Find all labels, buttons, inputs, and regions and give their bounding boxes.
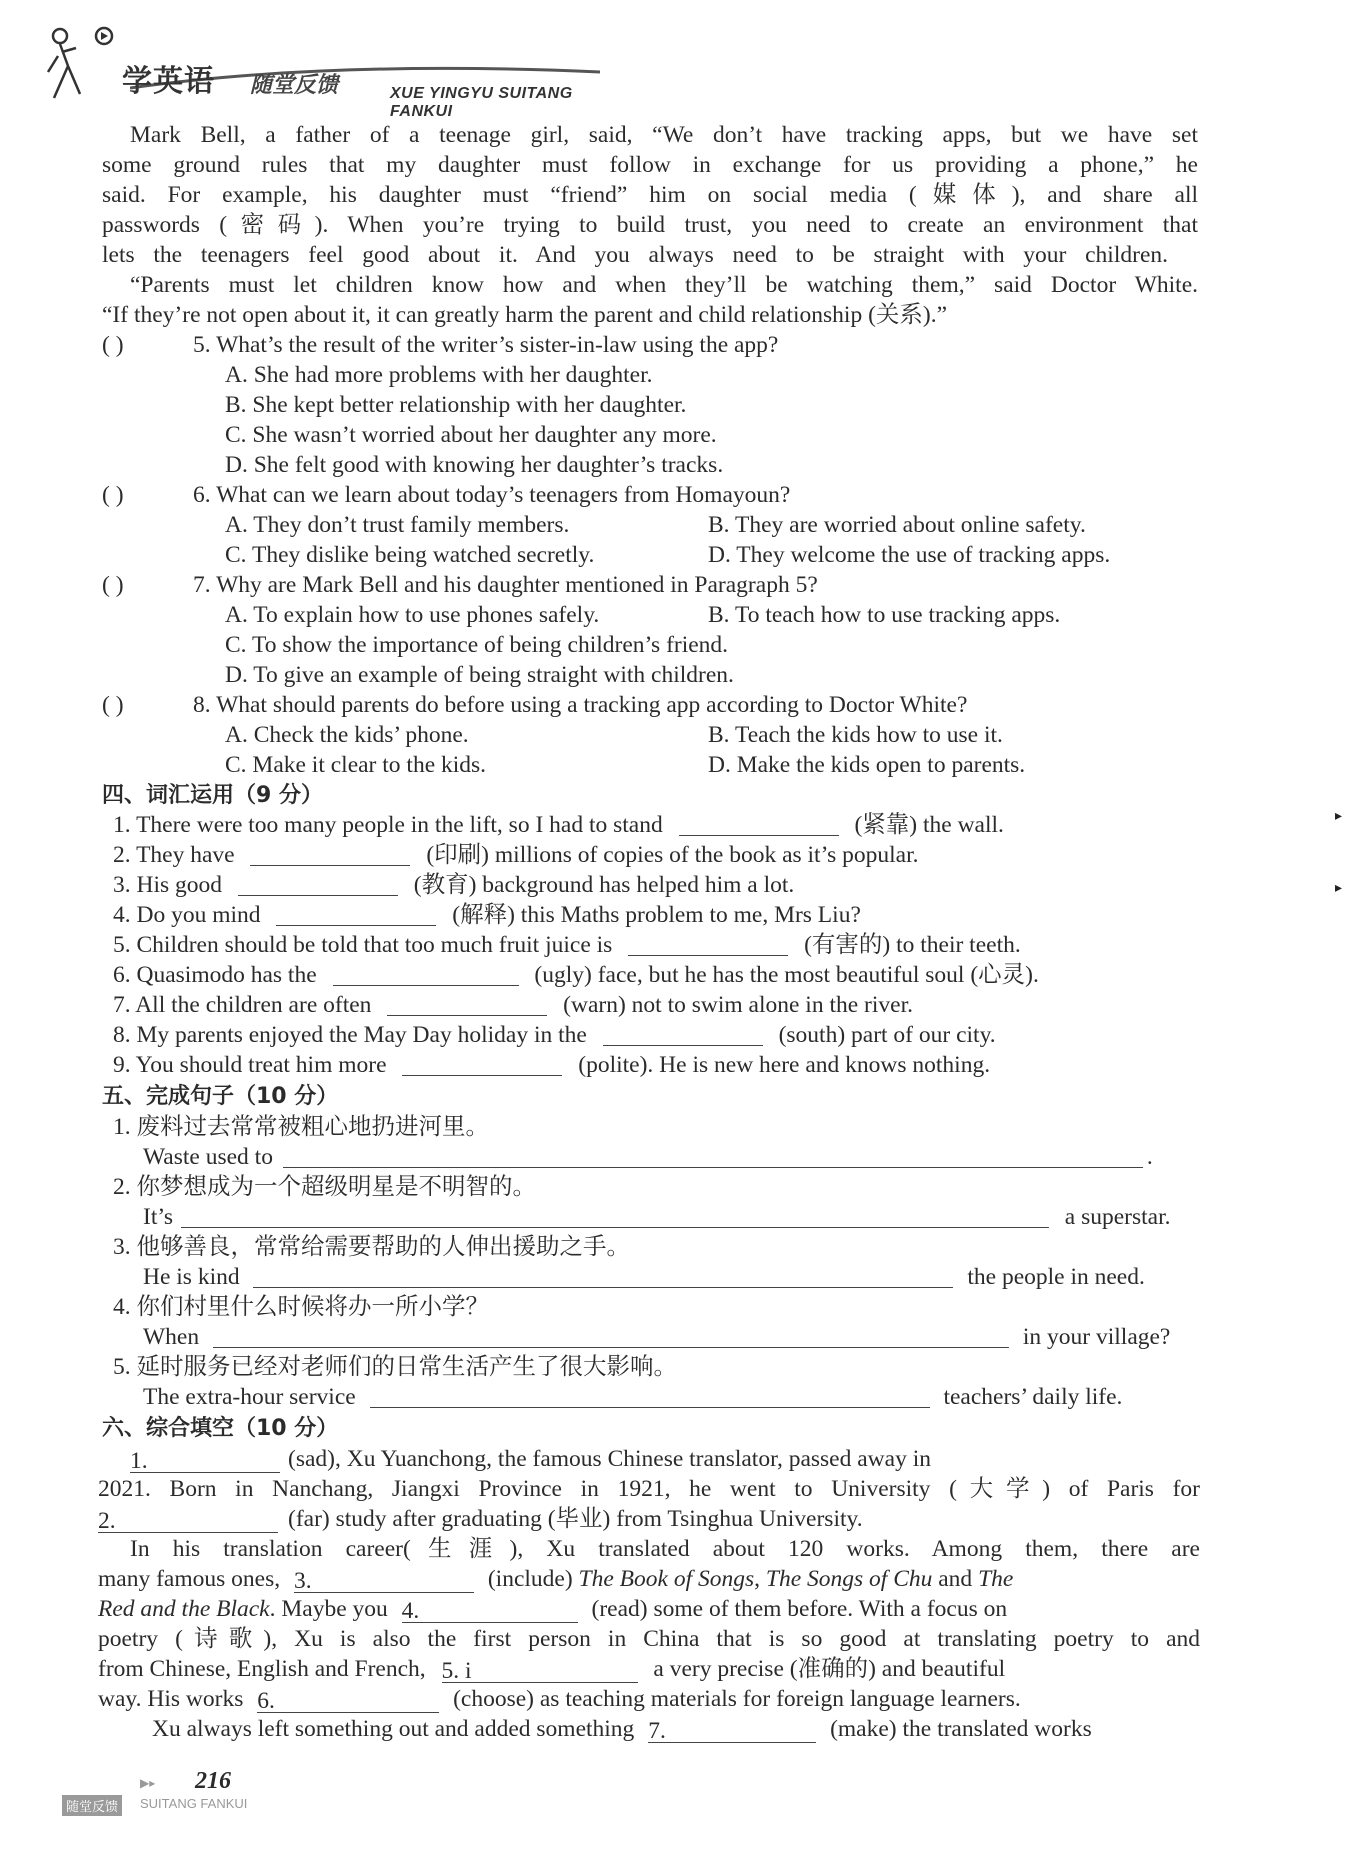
header-logo — [40, 12, 640, 120]
question-stem: 6. What can we learn about today’s teenagers from Homayoun? — [193, 482, 791, 508]
vocab-item: 4. Do you mind (解释) this Maths problem to me, Mrs Liu? — [113, 902, 861, 928]
question-option: C. To show the importance of being children’s friend. — [225, 632, 729, 658]
question-stem: 5. What’s the result of the writer’s sister-in-law using the app? — [193, 332, 779, 358]
vocab-item: 8. My parents enjoyed the May Day holiday in the (south) part of our city. — [113, 1022, 996, 1048]
answer-blank[interactable] — [603, 1021, 763, 1046]
vocab-item: 9. You should treat him more (polite). He is new here and knows nothing. — [113, 1052, 991, 1078]
question-option: C. She wasn’t worried about her daughter any more. — [225, 422, 717, 448]
question-option: B. Teach the kids how to use it. — [708, 722, 1003, 748]
passage-line: “Parents must let children know how and when they’ll be watching them,” said Doctor White. — [130, 272, 1198, 298]
answer-paren[interactable]: ( ) — [102, 332, 124, 358]
cloze-line: Xu always left something out and added something 7. (make) the translated works — [152, 1716, 1092, 1744]
vocab-item: 3. His good (教育) background has helped him a lot. — [113, 872, 795, 898]
header-subtitle: 随堂反馈 — [250, 73, 339, 98]
question-option: D. To give an example of being straight with children. — [225, 662, 734, 688]
sentence-cn: 3. 他够善良，常常给需要帮助的人伸出援助之手。 — [113, 1234, 630, 1260]
question-option: B. To teach how to use tracking apps. — [708, 602, 1061, 628]
answer-blank[interactable] — [679, 811, 839, 836]
vocab-item: 2. They have (印刷) millions of copies of the book as it’s popular. — [113, 842, 919, 868]
answer-paren[interactable]: ( ) — [102, 572, 124, 598]
sentence-item: When in your village? — [143, 1324, 1171, 1350]
passage-line: passwords (密码). When you’re trying to build trust, you need to create an environment that — [102, 212, 1198, 238]
answer-blank-4[interactable]: 4. — [402, 1598, 578, 1623]
sentence-cn: 4. 你们村里什么时候将办一所小学？ — [113, 1294, 489, 1320]
section-title: 五、完成句子（10 分） — [102, 1084, 339, 1109]
answer-blank[interactable] — [276, 901, 436, 926]
cloze-line: 1. (sad), Xu Yuanchong, the famous Chinese translator, passed away in — [130, 1446, 931, 1474]
footer-arrows-icon: ▶▸ — [140, 1776, 156, 1790]
answer-blank-3[interactable]: 3. — [294, 1568, 474, 1593]
answer-blank-7[interactable]: 7. — [648, 1718, 816, 1743]
answer-blank[interactable] — [370, 1383, 930, 1408]
passage-line: Mark Bell, a father of a teenage girl, said, “We don’t have tracking apps, but we have set — [130, 122, 1198, 148]
question-option: A. Check the kids’ phone. — [225, 722, 469, 748]
question-option: C. They dislike being watched secretly. — [225, 542, 595, 568]
answer-blank[interactable] — [402, 1051, 562, 1076]
question-option: B. They are worried about online safety. — [708, 512, 1086, 538]
answer-paren[interactable]: ( ) — [102, 692, 124, 718]
passage-line: said. For example, his daughter must “friend” him on social media (媒体), and share all — [102, 182, 1198, 208]
vocab-item: 6. Quasimodo has the (ugly) face, but he has the most beautiful soul (心灵). — [113, 962, 1039, 988]
question-stem: 8. What should parents do before using a tracking app according to Doctor White? — [193, 692, 968, 718]
question-option: D. They welcome the use of tracking apps. — [708, 542, 1111, 568]
page-number: 216 — [195, 1768, 231, 1794]
answer-blank[interactable] — [250, 841, 410, 866]
cloze-line: 2. (far) study after graduating (毕业) from Tsinghua University. — [98, 1506, 863, 1534]
cloze-line: many famous ones, 3. (include) The Book of Songs, The Songs of Chu and The — [98, 1566, 1014, 1594]
question-option: D. Make the kids open to parents. — [708, 752, 1026, 778]
cloze-line: from Chinese, English and French, 5. i a very precise (准确的) and beautiful — [98, 1656, 1006, 1684]
header-title: 学英语 — [122, 64, 215, 99]
answer-blank-5[interactable]: 5. i — [442, 1658, 638, 1683]
sentence-cn: 1. 废料过去常常被粗心地扔进河里。 — [113, 1114, 489, 1140]
sentence-item: The extra-hour service teachers’ daily life. — [143, 1384, 1123, 1410]
cloze-line: poetry (诗歌), Xu is also the first person in China that is so good at translating poetry to and — [98, 1626, 1200, 1652]
cloze-line: way. His works 6. (choose) as teaching materials for foreign language learners. — [98, 1686, 1021, 1714]
cloze-line: Red and the Black. Maybe you 4. (read) some of them before. With a focus on — [98, 1596, 1008, 1624]
question-option: A. To explain how to use phones safely. — [225, 602, 600, 628]
section-title: 六、综合填空（10 分） — [102, 1416, 339, 1441]
answer-blank[interactable] — [213, 1323, 1009, 1348]
sentence-cn: 2. 你梦想成为一个超级明星是不明智的。 — [113, 1174, 536, 1200]
passage-line: lets the teenagers feel good about it. And you always need to be straight with your children. — [102, 242, 1168, 268]
answer-blank[interactable] — [628, 931, 788, 956]
answer-blank[interactable] — [238, 871, 398, 896]
answer-blank[interactable] — [387, 991, 547, 1016]
sentence-item: Waste used to . — [143, 1144, 1153, 1170]
answer-blank-6[interactable]: 6. — [257, 1688, 439, 1713]
answer-blank[interactable] — [333, 961, 519, 986]
passage-line: some ground rules that my daughter must follow in exchange for us providing a phone,” he — [102, 152, 1198, 178]
footer-tag-en: SUITANG FANKUI — [140, 1796, 248, 1811]
cloze-line: In his translation career(生涯), Xu translated about 120 works. Among them, there are — [130, 1536, 1200, 1562]
runner-logo-icon — [46, 26, 116, 106]
question-option: B. She kept better relationship with her daughter. — [225, 392, 687, 418]
answer-blank-2[interactable]: 2. — [98, 1508, 278, 1533]
vocab-item: 7. All the children are often (warn) not to swim alone in the river. — [113, 992, 913, 1018]
question-option: D. She felt good with knowing her daughter’s tracks. — [225, 452, 724, 478]
vocab-item: 1. There were too many people in the lift, so I had to stand (紧靠) the wall. — [113, 812, 1004, 838]
question-option: C. Make it clear to the kids. — [225, 752, 487, 778]
answer-blank[interactable] — [181, 1203, 1049, 1228]
question-option: A. She had more problems with her daughter. — [225, 362, 653, 388]
question-option: A. They don’t trust family members. — [225, 512, 570, 538]
sentence-cn: 5. 延时服务已经对老师们的日常生活产生了很大影响。 — [113, 1354, 677, 1380]
margin-mark: ▸ — [1335, 809, 1343, 824]
sentence-item: It’s a superstar. — [143, 1204, 1171, 1230]
answer-blank-1[interactable]: 1. — [130, 1448, 280, 1473]
header-title-en: XUE YINGYU SUITANG FANKUI — [390, 85, 573, 120]
cloze-line: 2021. Born in Nanchang, Jiangxi Province in 1921, he went to University (大学) of Paris for — [98, 1476, 1200, 1502]
answer-blank[interactable] — [253, 1263, 953, 1288]
vocab-item: 5. Children should be told that too much fruit juice is (有害的) to their teeth. — [113, 932, 1021, 958]
passage-line: “If they’re not open about it, it can greatly harm the parent and child relationship (关系).” — [102, 302, 948, 328]
section-title: 四、词汇运用（9 分） — [102, 783, 323, 808]
sentence-item: He is kind the people in need. — [143, 1264, 1145, 1290]
answer-blank[interactable] — [283, 1143, 1143, 1168]
question-stem: 7. Why are Mark Bell and his daughter mentioned in Paragraph 5? — [193, 572, 818, 598]
footer-tag: 随堂反馈 — [62, 1795, 122, 1816]
margin-mark: ▸ — [1335, 881, 1343, 896]
answer-paren[interactable]: ( ) — [102, 482, 124, 508]
